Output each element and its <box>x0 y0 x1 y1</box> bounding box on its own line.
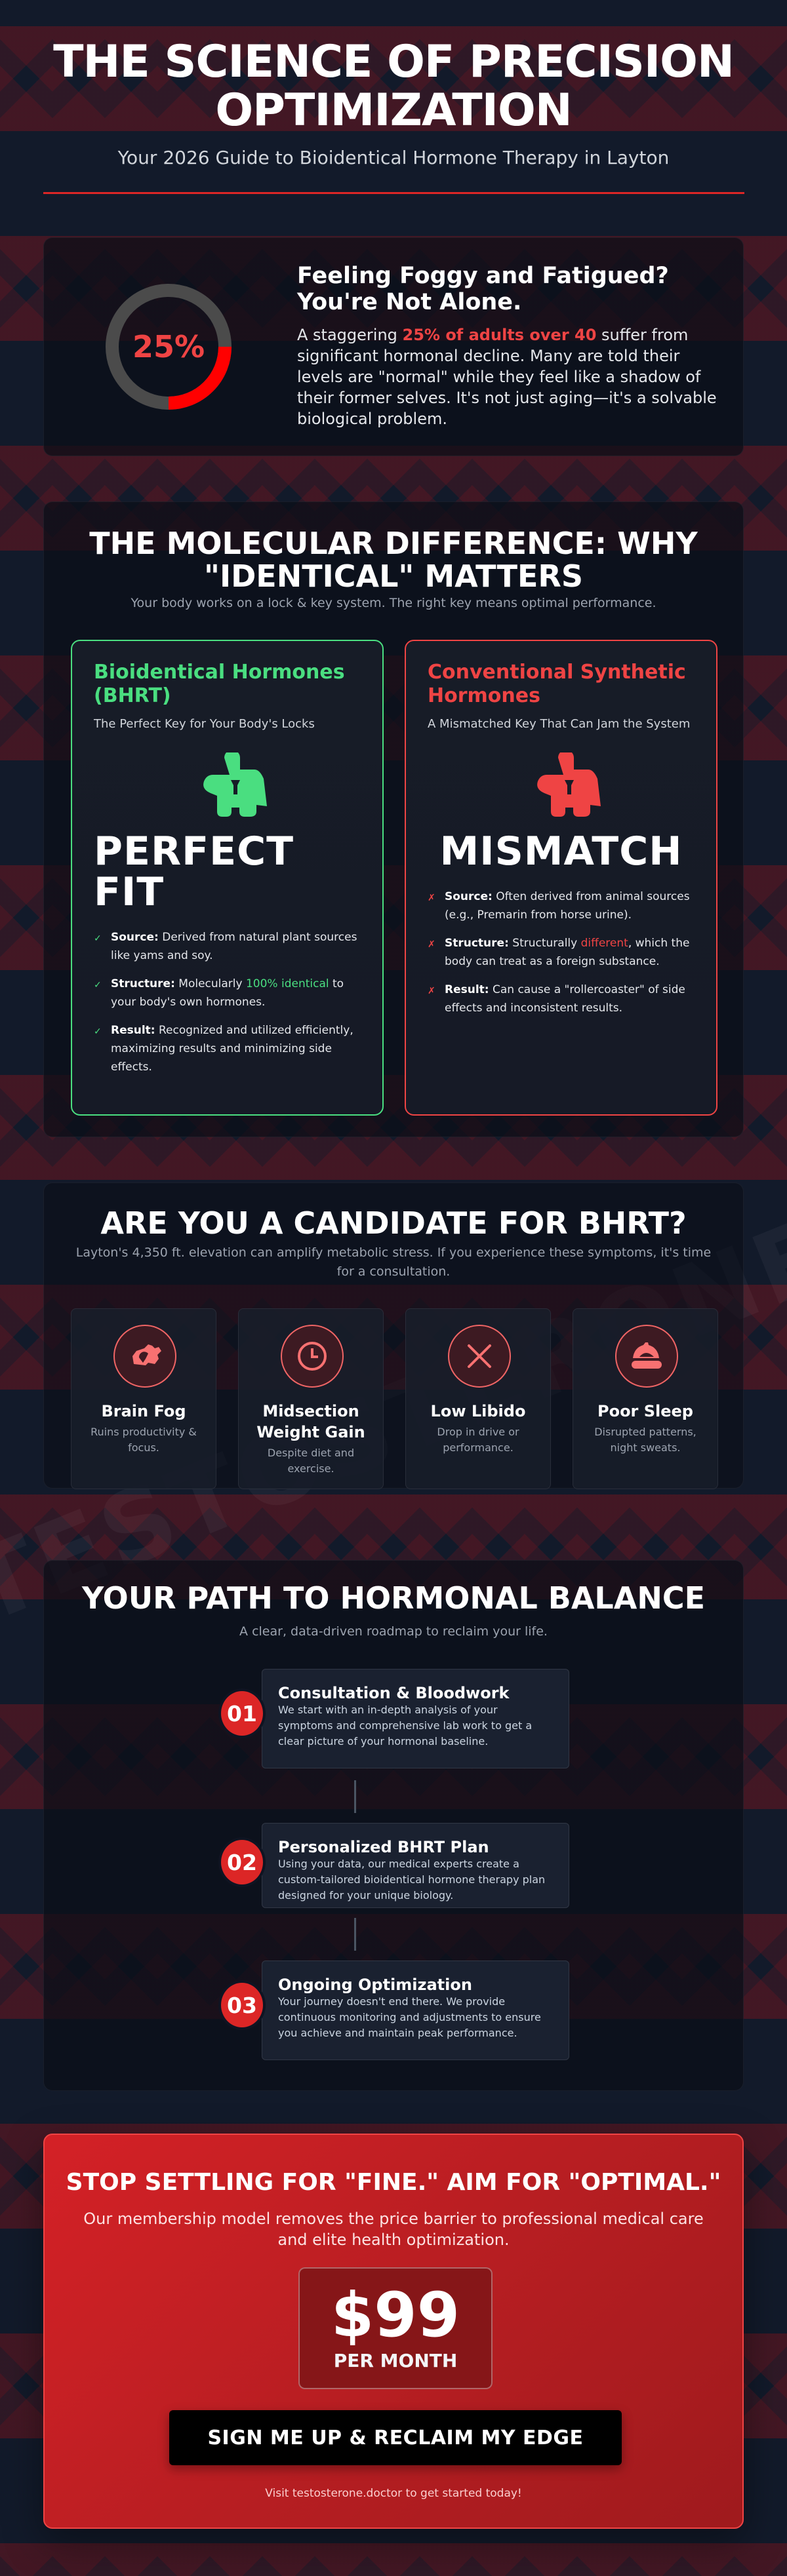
item-text: , which the body can treat as a foreign substance. <box>445 937 690 968</box>
molecular-section <box>43 501 744 1137</box>
mismatch-label: MISMATCH <box>439 829 683 874</box>
step-desc: Using your data, our medical experts create a custom-tailored bioidentical hormone therapy plan designed for your unique biology. <box>278 1858 546 1902</box>
item-text: Often derived from animal sources (e.g., Premarin from horse urine). <box>445 890 690 922</box>
check-icon: ✓ <box>94 933 102 944</box>
item-label: Source: <box>445 890 493 903</box>
page-header <box>0 0 787 197</box>
price-box <box>298 2267 493 2389</box>
section-title: THE MOLECULAR DIFFERENCE: WHY "IDENTICAL" MATTERS <box>89 526 698 594</box>
step-card <box>262 1823 569 1908</box>
symptom-card-brain-fog <box>71 1308 216 1489</box>
item-text: Derived from natural plant sources like yams and soy. <box>111 931 357 962</box>
section-subtitle: Your body works on a lock & key system. The right key means optimal performance. <box>131 596 656 610</box>
symptom-desc: Despite diet and exercise. <box>267 1447 355 1475</box>
path-section <box>43 1560 744 2091</box>
cta-title: STOP SETTLING FOR "FINE." AIM FOR "OPTIMAL." <box>66 2169 721 2196</box>
intro-highlight: 25% of adults over 40 <box>402 326 597 344</box>
stat-value: 25% <box>132 329 205 364</box>
symptom-icon-circle <box>615 1325 678 1388</box>
step-title: Ongoing Optimization <box>278 1976 472 1994</box>
step-3 <box>218 1961 570 2062</box>
candidate-section <box>43 1182 744 1489</box>
symptom-title: Brain Fog <box>101 1402 186 1420</box>
section-title: ARE YOU A CANDIDATE FOR BHRT? <box>100 1205 687 1241</box>
symptom-title: Midsection Weight Gain <box>256 1402 365 1441</box>
intro-body-prefix: A staggering <box>297 326 403 344</box>
symptom-desc: Ruins productivity & focus. <box>91 1426 197 1454</box>
step-number-badge: 03 <box>218 1980 266 2030</box>
item-text: Can cause a "rollercoaster" of side effects and inconsistent results. <box>445 983 685 1015</box>
item-text: Recognized and utilized efficiently, maximizing results and minimizing side effects. <box>111 1024 353 1074</box>
list-item <box>428 981 700 1017</box>
symptom-icon-circle <box>448 1325 511 1388</box>
symptom-icon-circle <box>281 1325 344 1388</box>
cross-icon: ✗ <box>428 986 435 996</box>
card-title: Conventional Synthetic Hormones <box>428 661 686 707</box>
perfect-fit-label: PERFECT FIT <box>94 829 294 915</box>
step-1 <box>218 1669 570 1770</box>
item-text: Structurally <box>508 937 581 950</box>
card-tagline: A Mismatched Key That Can Jam the System <box>428 717 691 731</box>
list-item <box>428 888 700 924</box>
section-title: YOUR PATH TO HORMONAL BALANCE <box>81 1580 706 1616</box>
item-label: Result: <box>111 1024 155 1037</box>
step-desc: Your journey doesn't end there. We provide continuous monitoring and adjustments to ensure you achieve and maintain peak performance. <box>278 1995 541 2039</box>
check-icon: ✓ <box>94 1026 102 1037</box>
item-label: Structure: <box>111 977 175 990</box>
divider <box>43 192 744 194</box>
cross-icon: ✗ <box>428 893 435 903</box>
step-card <box>262 1669 569 1768</box>
symptom-title: Low Libido <box>430 1402 526 1420</box>
symptom-card-weight-gain <box>238 1308 384 1489</box>
symptom-desc: Disrupted patterns, night sweats. <box>594 1426 696 1454</box>
card-tagline: The Perfect Key for Your Body's Locks <box>94 717 315 731</box>
clock-icon <box>296 1340 329 1373</box>
bioidentical-card <box>71 640 384 1116</box>
symptom-card-low-libido <box>405 1308 551 1489</box>
item-text: Molecularly <box>174 977 246 990</box>
puzzle-key-icon <box>529 752 601 818</box>
synthetic-list <box>428 888 700 1027</box>
step-title: Consultation & Bloodwork <box>278 1684 510 1702</box>
item-highlight: 100% identical <box>245 977 329 990</box>
item-highlight: different <box>580 937 628 950</box>
sign-up-button[interactable]: SIGN ME UP & RECLAIM MY EDGE <box>169 2410 622 2465</box>
step-desc: We start with an in-depth analysis of your symptoms and comprehensive lab work to get a clear picture of your hormonal baseline. <box>278 1704 533 1747</box>
cta-footer-link[interactable]: Visit testosterone.doctor to get started today! <box>265 2487 522 2500</box>
card-title: Bioidentical Hormones (BHRT) <box>94 661 345 707</box>
synthetic-card <box>405 640 717 1116</box>
symptom-icon-circle <box>113 1325 176 1388</box>
list-item <box>94 975 367 1011</box>
check-icon: ✓ <box>94 980 102 990</box>
puzzle-key-icon <box>195 752 267 818</box>
list-item <box>428 934 700 971</box>
step-connector <box>354 1780 356 1813</box>
symptom-card-poor-sleep <box>573 1308 718 1489</box>
x-mark-icon <box>466 1343 493 1369</box>
step-card <box>262 1961 569 2060</box>
section-subtitle: Layton's 4,350 ft. elevation can amplify metabolic stress. If you experience these symptoms, it's time for a consultation. <box>75 1245 712 1279</box>
step-2 <box>218 1823 570 1908</box>
section-subtitle: A clear, data-driven roadmap to reclaim your life. <box>239 1624 548 1639</box>
item-text: to your body's own hormones. <box>111 977 344 1009</box>
item-label: Source: <box>111 931 159 944</box>
price-amount: $99 <box>331 2280 460 2351</box>
step-number-badge: 02 <box>218 1837 266 1887</box>
bioidentical-list <box>94 928 367 1086</box>
cta-section <box>43 2134 744 2529</box>
step-number-badge: 01 <box>218 1688 266 1738</box>
page-title: THE SCIENCE OF PRECISION OPTIMIZATION <box>53 36 734 136</box>
cta-body: Our membership model removes the price barrier to professional medical care and elite health optimization. <box>83 2210 704 2249</box>
step-connector <box>354 1918 356 1951</box>
intro-heading: Feeling Foggy and Fatigued? You're Not Alone. <box>297 263 669 315</box>
brain-icon <box>129 1343 161 1369</box>
list-item <box>94 1021 367 1076</box>
step-title: Personalized BHRT Plan <box>278 1838 489 1856</box>
bed-icon <box>630 1341 663 1371</box>
intro-section <box>43 237 744 456</box>
intro-body <box>297 324 730 429</box>
symptom-title: Poor Sleep <box>597 1402 693 1420</box>
cross-icon: ✗ <box>428 939 435 950</box>
item-label: Structure: <box>445 937 509 950</box>
page-subtitle: Your 2026 Guide to Bioidentical Hormone Therapy in Layton <box>117 147 670 168</box>
stat-ring <box>106 284 232 410</box>
item-label: Result: <box>445 983 489 996</box>
symptom-desc: Drop in drive or performance. <box>437 1426 519 1454</box>
list-item <box>94 928 367 965</box>
intro-body-suffix: suffer from significant hormonal decline. Many are told their levels are "normal" while they feel like a shadow of their former selves. It's not just aging—it's a solvable biological problem. <box>297 326 717 428</box>
price-period: PER MONTH <box>333 2350 458 2371</box>
